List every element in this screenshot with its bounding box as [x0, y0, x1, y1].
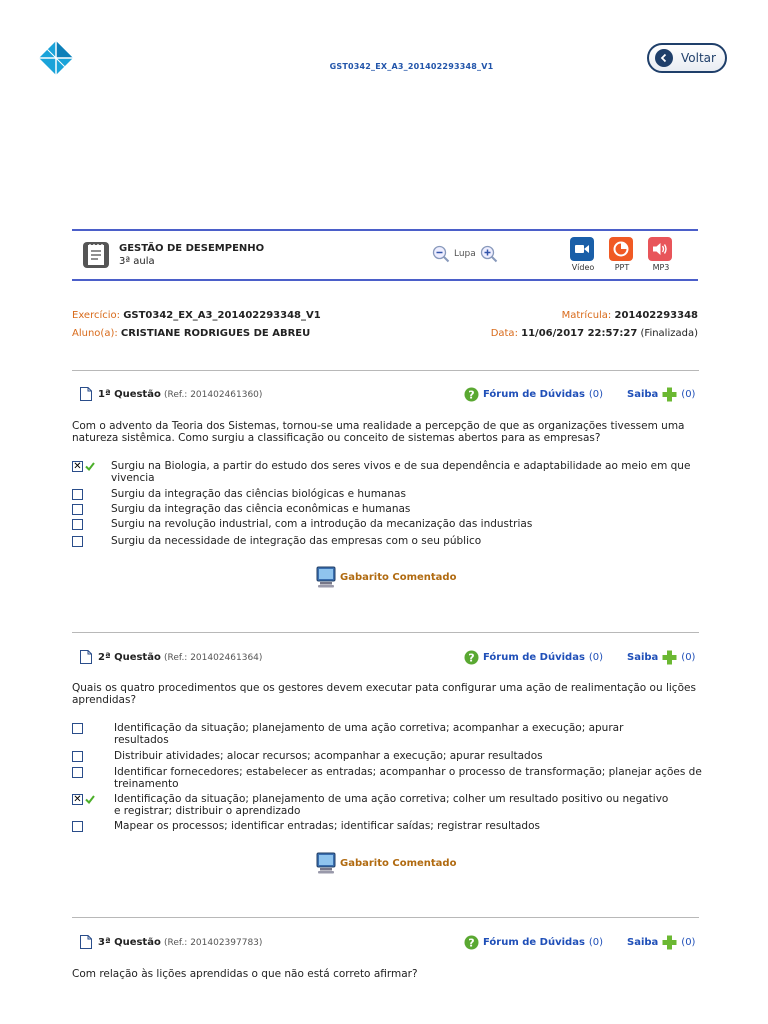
- option-text: Surgiu na revolução industrial, com a introdução da mecanização das industrias: [111, 518, 533, 530]
- date-label: Data:: [490, 328, 518, 339]
- question-header: [80, 935, 262, 949]
- forum-link[interactable]: [464, 387, 603, 402]
- gabarito-label: Gabarito Comentado: [340, 857, 457, 869]
- gabarito-label: Gabarito Comentado: [340, 571, 457, 583]
- answer-option[interactable]: [72, 518, 532, 530]
- svg-text:?: ?: [468, 651, 475, 665]
- answer-option[interactable]: [72, 722, 674, 746]
- document-icon: [80, 650, 92, 664]
- notebook-icon: [82, 241, 110, 269]
- checkbox[interactable]: [72, 821, 83, 832]
- answer-option[interactable]: [72, 766, 704, 790]
- mp3-label: MP3: [652, 263, 670, 272]
- option-text: Surgiu da integração das ciências biológicas e humanas: [111, 488, 406, 500]
- mp3-button[interactable]: [648, 237, 674, 272]
- matricula-info: [562, 310, 698, 321]
- student-label: Aluno(a):: [72, 328, 118, 339]
- question-separator: [72, 632, 699, 633]
- option-text: Identificar fornecedores; estabelecer as entradas; acompanhar o processo de transformação; planejar ações de treinamento: [114, 766, 702, 790]
- svg-text:?: ?: [468, 936, 475, 950]
- question-number: 2ª Questão: [98, 651, 161, 663]
- zoom-label: Lupa: [454, 249, 476, 259]
- answer-option[interactable]: [72, 793, 674, 817]
- option-text: Surgiu da necessidade de integração das empresas com o seu público: [111, 535, 482, 547]
- saiba-count: (0): [681, 389, 696, 400]
- video-label: Vídeo: [571, 263, 595, 272]
- answer-option[interactable]: [72, 488, 406, 500]
- plus-icon: [662, 650, 677, 665]
- question-text: Com relação às lições aprendidas o que não está correto afirmar?: [72, 968, 418, 980]
- question-ref: (Ref.: 201402397783): [164, 937, 263, 948]
- exercise-info: [72, 310, 321, 321]
- forum-link-label: Fórum de Dúvidas: [483, 937, 585, 948]
- question-text: Com o advento da Teoria dos Sistemas, tornou-se uma realidade a percepção de que as organizações tivessem uma natureza sistêmica. Como surgiu a classificação ou conceito de sistemas abertos para as empresas?: [72, 420, 685, 444]
- forum-count: (0): [588, 389, 604, 400]
- back-button-label: Voltar: [681, 51, 716, 65]
- checkbox[interactable]: [72, 519, 83, 530]
- saiba-mais-link[interactable]: [627, 935, 695, 950]
- checkbox[interactable]: [72, 723, 83, 734]
- back-button[interactable]: [647, 43, 727, 73]
- checkbox[interactable]: [72, 504, 83, 515]
- question-ref: (Ref.: 201402461364): [164, 652, 263, 663]
- zoom-in-icon[interactable]: [480, 245, 498, 263]
- check-mark-icon: [85, 461, 95, 471]
- question-ref: (Ref.: 201402461360): [164, 389, 263, 400]
- checkbox[interactable]: [72, 751, 83, 762]
- computer-monitor-icon: [316, 852, 336, 874]
- zoom-out-icon[interactable]: [432, 245, 450, 263]
- date-info: [491, 328, 698, 339]
- pie-chart-icon: [609, 237, 633, 261]
- checkbox[interactable]: [72, 489, 83, 500]
- checkbox-checked[interactable]: ✕: [73, 461, 82, 472]
- gabarito-link[interactable]: [316, 566, 456, 588]
- matricula-value: 201402293348: [614, 310, 698, 321]
- svg-text:?: ?: [468, 388, 475, 402]
- help-question-icon: [464, 935, 479, 950]
- saiba-count: (0): [681, 937, 696, 948]
- saiba-mais-link[interactable]: [627, 387, 695, 402]
- forum-link-label: Fórum de Dúvidas: [483, 652, 585, 663]
- course-lesson: 3ª aula: [119, 256, 155, 267]
- saiba-label: Saiba: [627, 937, 659, 948]
- student-name: CRISTIANE RODRIGUES DE ABREU: [120, 328, 311, 339]
- gabarito-link[interactable]: [316, 852, 456, 874]
- question-separator: [72, 917, 699, 918]
- forum-count: (0): [588, 937, 604, 948]
- option-text: Surgiu da integração das ciência econômicas e humanas: [111, 503, 411, 515]
- answer-option[interactable]: [72, 750, 543, 762]
- exercise-value: GST0342_EX_A3_201402293348_V1: [123, 310, 321, 321]
- video-camera-icon: [570, 237, 594, 261]
- video-button[interactable]: [570, 237, 596, 272]
- saiba-count: (0): [681, 652, 696, 663]
- zoom-controls: [432, 245, 498, 263]
- checkbox-checked[interactable]: ✕: [73, 794, 82, 805]
- question-number: 1ª Questão: [98, 388, 161, 400]
- question-header: [80, 650, 262, 664]
- option-text: Identificação da situação; planejamento de uma ação corretiva; colher um resultado positivo ou negativo e registrar; distribuir o aprendizado: [114, 793, 669, 817]
- answer-option[interactable]: [72, 820, 540, 832]
- option-text: Surgiu na Biologia, a partir do estudo dos seres vivos e de sua dependência e adaptabilidade ao meio em que vivencia: [111, 460, 691, 484]
- forum-count: (0): [588, 652, 604, 663]
- course-header-top-border: [72, 229, 698, 231]
- help-question-icon: [464, 650, 479, 665]
- plus-icon: [662, 935, 677, 950]
- question-number: 3ª Questão: [98, 936, 161, 948]
- saiba-mais-link[interactable]: [627, 650, 695, 665]
- checkbox[interactable]: [72, 536, 83, 547]
- forum-link[interactable]: [464, 650, 603, 665]
- document-icon: [80, 387, 92, 401]
- answer-option[interactable]: [72, 460, 711, 484]
- help-question-icon: [464, 387, 479, 402]
- student-info: [72, 328, 310, 339]
- chevron-left-icon: [655, 49, 673, 67]
- question-text: Quais os quatro procedimentos que os gestores devem executar pata configurar uma ação de realimentação ou lições aprendidas?: [72, 682, 696, 706]
- question-header: [80, 387, 262, 401]
- matricula-label: Matrícula:: [561, 310, 612, 321]
- saiba-label: Saiba: [627, 389, 659, 400]
- saiba-label: Saiba: [627, 652, 659, 663]
- option-text: Identificação da situação; planejamento de uma ação corretiva; acompanhar a execução; apurar resultados: [114, 722, 624, 746]
- option-text: Mapear os processos; identificar entradas; identificar saídas; registrar resultados: [114, 820, 540, 832]
- question-separator: [72, 370, 699, 371]
- course-header-bottom-border: [72, 279, 698, 281]
- document-icon: [80, 935, 92, 949]
- exercise-label: Exercício:: [72, 310, 121, 321]
- computer-monitor-icon: [316, 566, 336, 588]
- ppt-button[interactable]: [609, 237, 635, 272]
- speaker-icon: [648, 237, 672, 261]
- plus-icon: [662, 387, 677, 402]
- option-text: Distribuir atividades; alocar recursos; acompanhar a execução; apurar resultados: [114, 750, 543, 762]
- document-code: GST0342_EX_A3_201402293348_V1: [329, 62, 494, 71]
- checkbox[interactable]: [72, 767, 83, 778]
- forum-link[interactable]: [464, 935, 603, 950]
- status-text: (Finalizada): [640, 328, 698, 339]
- check-mark-icon: [85, 794, 95, 804]
- date-value: 11/06/2017 22:57:27: [521, 328, 638, 339]
- answer-option[interactable]: [72, 535, 481, 547]
- course-title: GESTÃO DE DESEMPENHO: [119, 243, 265, 254]
- forum-link-label: Fórum de Dúvidas: [483, 389, 585, 400]
- answer-option[interactable]: [72, 503, 410, 515]
- ppt-label: PPT: [614, 263, 630, 272]
